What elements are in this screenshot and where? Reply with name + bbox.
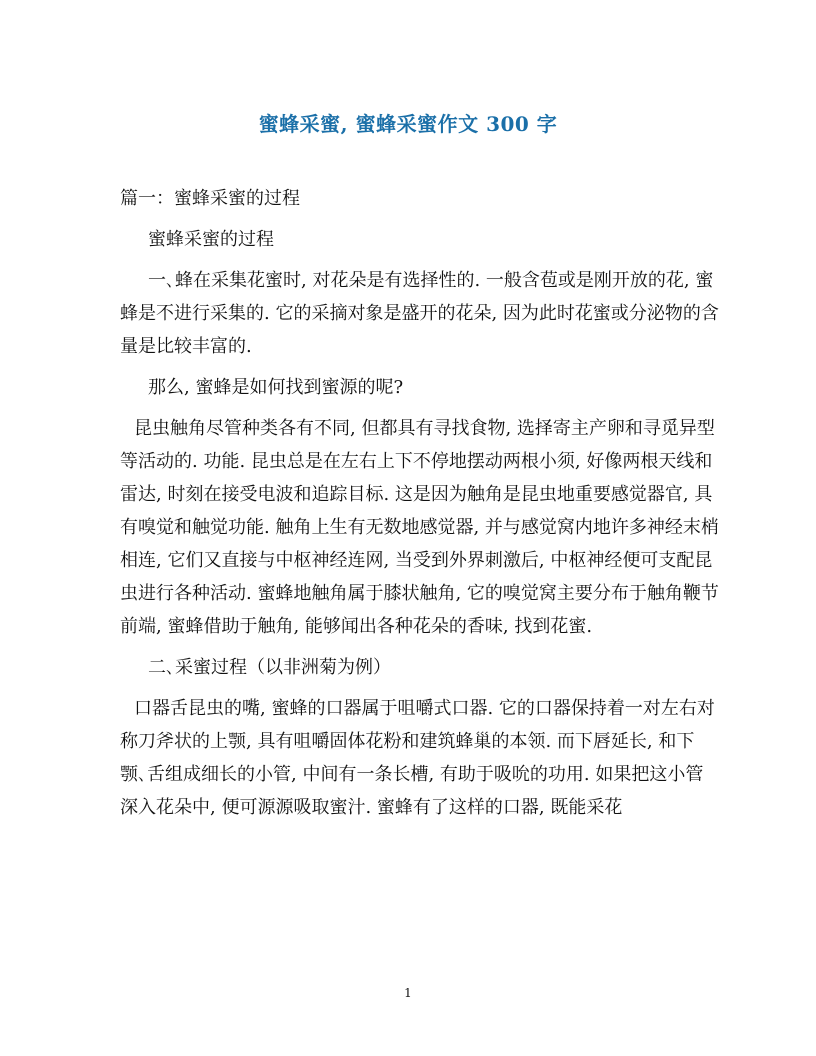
paragraph: 那么, 蜜蜂是如何找到蜜源的呢? xyxy=(148,377,404,398)
subsection-heading: 蜜蜂采蜜的过程 xyxy=(148,229,274,250)
page-number: 1 xyxy=(404,986,412,1000)
paragraph: 口器舌昆虫的嘴, 蜜蜂的口器属于咀嚼式口器. 它的口器保持着一对左右对称刀斧状的上颚, 具有咀嚼固体花粉和建筑蜂巢的本领. 而下唇延长, 和下颚､舌组成细长的小管, 中间有一条长槽, 有助于吸吮的功用. 如果把这小管深入花朵中, 便可源源吸取蜜汁. 蜜蜂有了这样的口器, 既能采花 xyxy=(120,698,715,818)
paragraph: 一､蜂在采集花蜜时, 对花朵是有选择性的. 一般含苞或是刚开放的花, 蜜蜂是不进行采集的. 它的采摘对象是盛开的花朵, 因为此时花蜜或分泌物的含量是比较丰富的. xyxy=(120,270,719,357)
subsection-heading: 二､采蜜过程（以非洲菊为例） xyxy=(148,657,391,678)
document-title: 蜜蜂采蜜, 蜜蜂采蜜作文 300 字 xyxy=(258,112,558,136)
document-body xyxy=(120,182,720,824)
section-heading: 篇一：蜜蜂采蜜的过程 xyxy=(120,188,300,209)
paragraph: 昆虫触角尽管种类各有不同, 但都具有寻找食物, 选择寄主产卵和寻觅异型等活动的. 功能. 昆虫总是在左右上下不停地摆动两根小须, 好像两根天线和雷达, 时刻在接受电波和追踪目标. 这是因为触角是昆虫地重要感觉器官, 具有嗅觉和触觉功能. 触角上生有无数地感觉器, 并与感觉窝内地许多神经末梢相连, 它们又直接与中枢神经连网, 当受到外界刺激后, 中枢神经便可支配昆虫进行各种活动. 蜜蜂地触角属于膝状触角, 它的嗅觉窝主要分布于触角鞭节前端, 蜜蜂借助于触角, 能够闻出各种花朵的香味, 找到花蜜. xyxy=(120,418,719,637)
